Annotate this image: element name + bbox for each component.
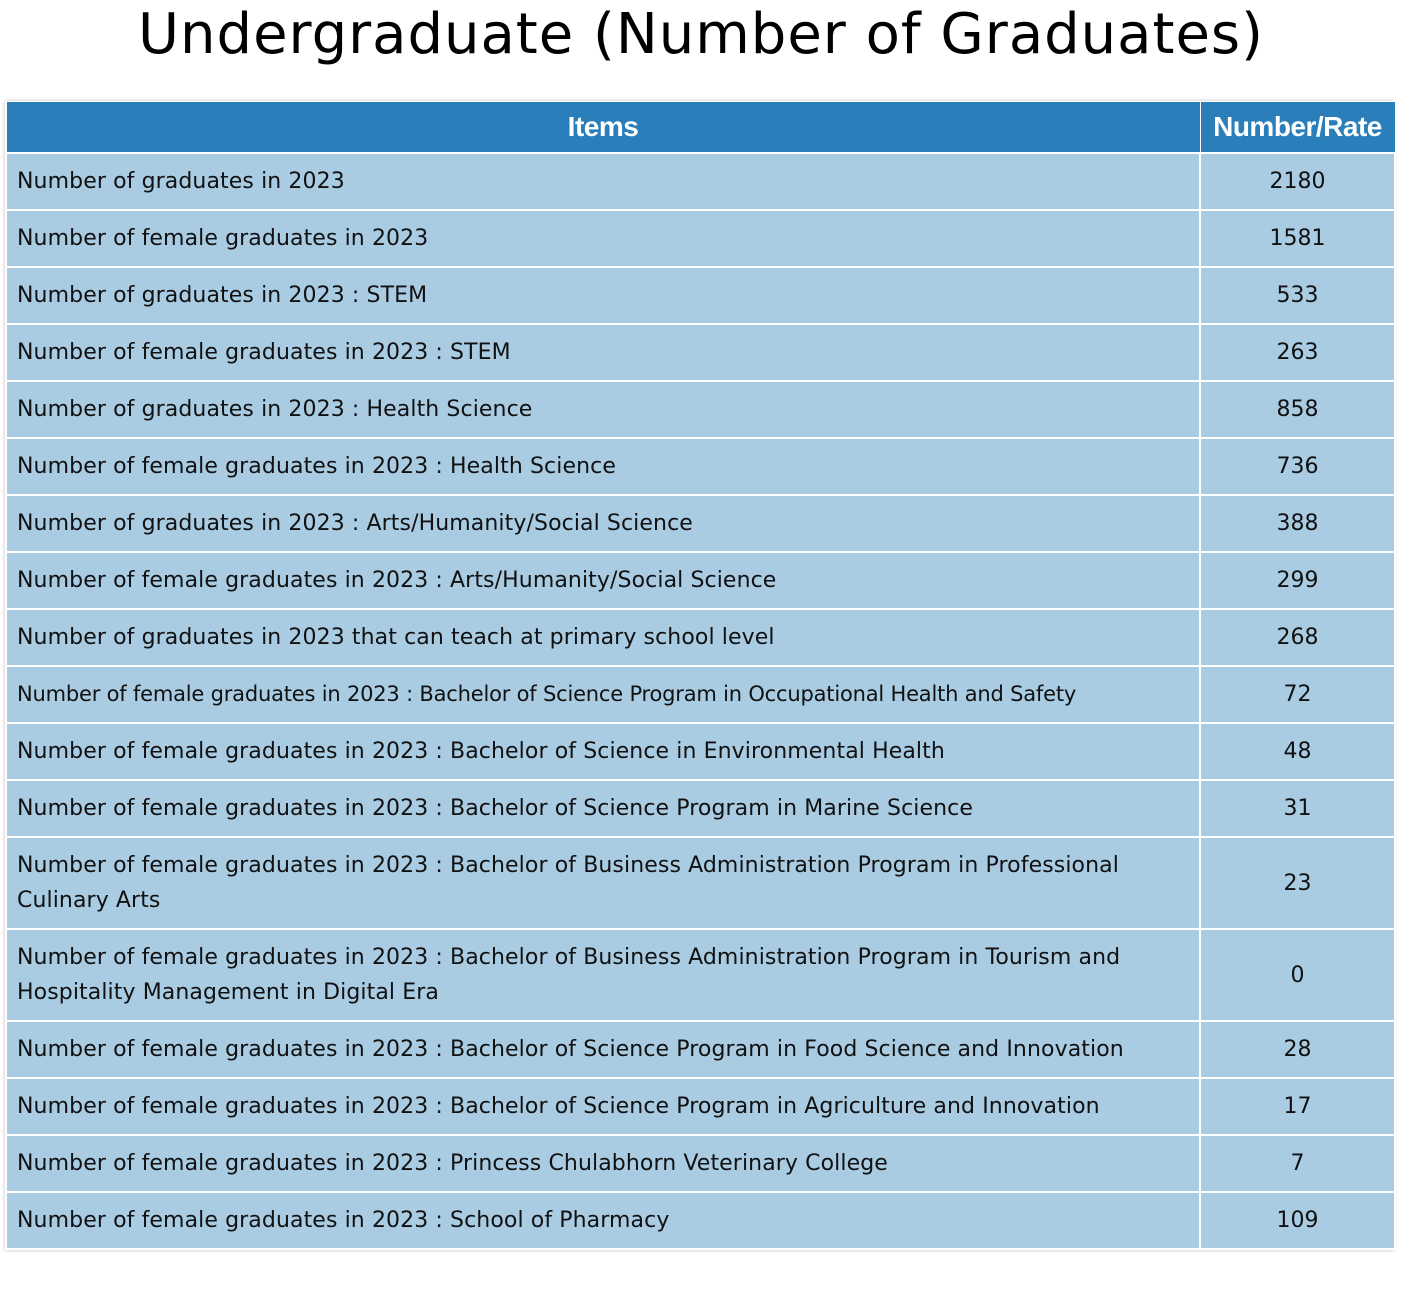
table-row <box>6 929 1395 1021</box>
graduates-table-container <box>5 101 1394 1250</box>
row-value: 268 <box>1200 609 1395 666</box>
row-value: 0 <box>1200 929 1395 1021</box>
row-item-label: Number of female graduates in 2023 <box>6 210 1200 267</box>
table-row <box>6 153 1395 210</box>
row-item-label: Number of female graduates in 2023 : School of Pharmacy <box>6 1192 1200 1249</box>
row-item-label: Number of female graduates in 2023 : Health Science <box>6 438 1200 495</box>
table-row <box>6 1135 1395 1192</box>
row-item-label: Number of graduates in 2023 : STEM <box>6 267 1200 324</box>
row-item-label: Number of female graduates in 2023 : Bachelor of Science in Environmental Health <box>6 723 1200 780</box>
row-item-label: Number of female graduates in 2023 : Princess Chulabhorn Veterinary College <box>6 1135 1200 1192</box>
table-row <box>6 780 1395 837</box>
row-value: 48 <box>1200 723 1395 780</box>
table-row <box>6 552 1395 609</box>
row-item-label: Number of female graduates in 2023 : Bachelor of Science Program in Occupational Health and Safety <box>6 666 1200 723</box>
row-value: 388 <box>1200 495 1395 552</box>
row-value: 72 <box>1200 666 1395 723</box>
table-row <box>6 666 1395 723</box>
row-value: 263 <box>1200 324 1395 381</box>
header-number-rate: Number/Rate <box>1200 102 1395 154</box>
table-row <box>6 210 1395 267</box>
row-value: 1581 <box>1200 210 1395 267</box>
row-item-label: Number of female graduates in 2023 : Bachelor of Science Program in Food Science and Innovation <box>6 1021 1200 1078</box>
table-row <box>6 837 1395 929</box>
row-value: 31 <box>1200 780 1395 837</box>
row-value: 736 <box>1200 438 1395 495</box>
row-value: 7 <box>1200 1135 1395 1192</box>
table-row <box>6 438 1395 495</box>
header-items: Items <box>6 102 1200 154</box>
row-item-label: Number of graduates in 2023 : Health Science <box>6 381 1200 438</box>
table-row <box>6 267 1395 324</box>
table-row <box>6 723 1395 780</box>
row-value: 28 <box>1200 1021 1395 1078</box>
table-row <box>6 1192 1395 1249</box>
table-row <box>6 609 1395 666</box>
row-item-label: Number of female graduates in 2023 : STEM <box>6 324 1200 381</box>
row-item-label: Number of female graduates in 2023 : Bachelor of Business Administration Program in Tourism and Hospitality Management in Digital Era <box>6 929 1200 1021</box>
row-value: 533 <box>1200 267 1395 324</box>
page-title: Undergraduate (Number of Graduates) <box>138 2 1264 67</box>
table-row <box>6 1078 1395 1135</box>
row-item-label: Number of female graduates in 2023 : Bachelor of Science Program in Agriculture and Innovation <box>6 1078 1200 1135</box>
row-value: 2180 <box>1200 153 1395 210</box>
table-row <box>6 1021 1395 1078</box>
graduates-table <box>5 101 1396 1250</box>
row-item-label: Number of graduates in 2023 <box>6 153 1200 210</box>
row-value: 299 <box>1200 552 1395 609</box>
row-value: 23 <box>1200 837 1395 929</box>
table-row <box>6 324 1395 381</box>
row-item-label: Number of female graduates in 2023 : Arts/Humanity/Social Science <box>6 552 1200 609</box>
row-item-label: Number of graduates in 2023 : Arts/Humanity/Social Science <box>6 495 1200 552</box>
row-value: 109 <box>1200 1192 1395 1249</box>
table-row <box>6 495 1395 552</box>
row-item-label: Number of graduates in 2023 that can teach at primary school level <box>6 609 1200 666</box>
table-row <box>6 381 1395 438</box>
table-header-row <box>6 102 1395 154</box>
row-value: 858 <box>1200 381 1395 438</box>
row-value: 17 <box>1200 1078 1395 1135</box>
row-item-label: Number of female graduates in 2023 : Bachelor of Science Program in Marine Science <box>6 780 1200 837</box>
row-item-label: Number of female graduates in 2023 : Bachelor of Business Administration Program in Professional Culinary Arts <box>6 837 1200 929</box>
